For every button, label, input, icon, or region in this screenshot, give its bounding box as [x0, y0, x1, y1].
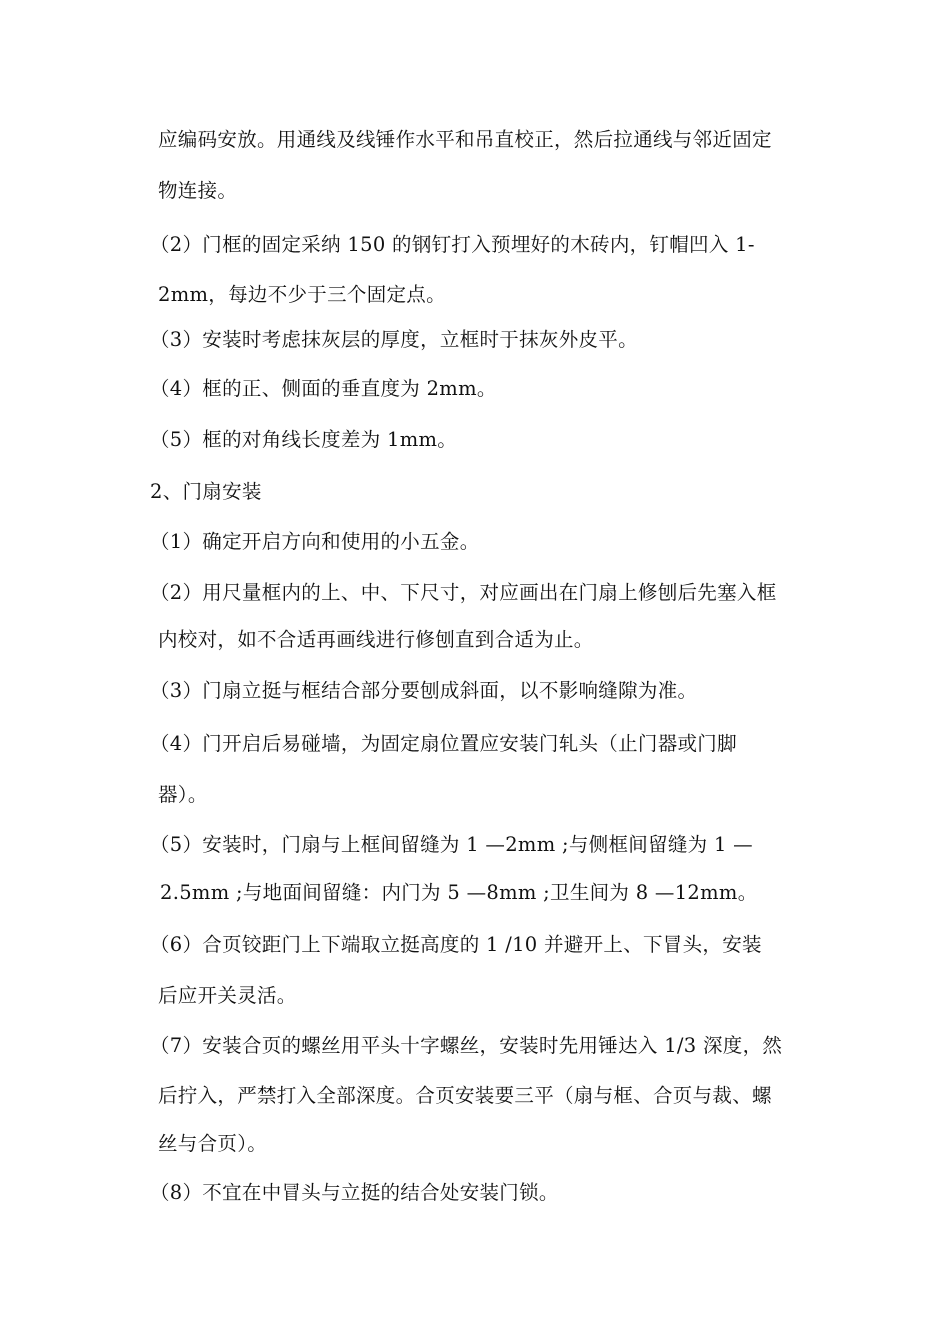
- text-line: 物连接。: [158, 179, 238, 202]
- text-line: 2mm，每边不少于三个固定点。: [158, 283, 446, 306]
- text-line: （6）合页铰距门上下端取立挺高度的 1 /10 并避开上、下冒头，安装: [150, 933, 762, 956]
- text-line: 2.5mm ;与地面间留缝：内门为 5 —8mm ;卫生间为 8 —12mm。: [160, 881, 758, 904]
- text-line: （1）确定开启方向和使用的小五金。: [150, 530, 480, 553]
- text-line: （5）框的对角线长度差为 1mm。: [150, 428, 458, 451]
- text-line: 后应开关灵活。: [158, 984, 297, 1007]
- text-line: （3）安装时考虑抹灰层的厚度，立框时于抹灰外皮平。: [150, 328, 638, 351]
- text-line: （4）门开启后易碰墙，为固定扇位置应安装门轧头（止门器或门脚: [150, 732, 737, 755]
- text-line: （5）安装时，门扇与上框间留缝为 1 —2mm ;与侧框间留缝为 1 —: [150, 833, 753, 856]
- text-line: （7）安装合页的螺丝用平头十字螺丝，安装时先用锤达入 1/3 深度，然: [150, 1034, 783, 1057]
- text-line: （8）不宜在中冒头与立挺的结合处安装门锁。: [150, 1181, 559, 1204]
- text-line: 后拧入，严禁打入全部深度。合页安装要三平（扇与框、合页与裁、螺: [158, 1084, 772, 1107]
- text-line: 器）。: [158, 783, 208, 806]
- section-heading: 2、门扇安装: [150, 480, 262, 503]
- text-line: 丝与合页）。: [158, 1132, 268, 1155]
- text-line: 应编码安放。用通线及线锤作水平和吊直校正，然后拉通线与邻近固定: [158, 128, 772, 151]
- text-line: 内校对，如不合适再画线进行修刨直到合适为止。: [158, 628, 594, 651]
- text-line: （2）门框的固定采纳 150 的钢钉打入预埋好的木砖内，钉帽凹入 1-: [150, 233, 755, 256]
- text-line: （2）用尺量框内的上、中、下尺寸，对应画出在门扇上修刨后先塞入框: [150, 581, 777, 604]
- text-line: （4）框的正、侧面的垂直度为 2mm。: [150, 377, 497, 400]
- text-line: （3）门扇立挺与框结合部分要刨成斜面，以不影响缝隙为准。: [150, 679, 698, 702]
